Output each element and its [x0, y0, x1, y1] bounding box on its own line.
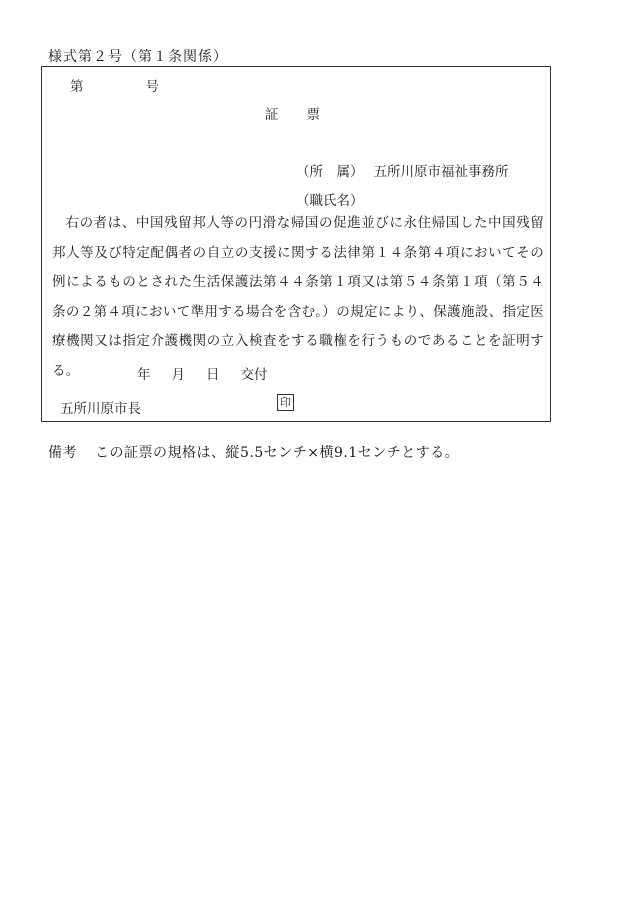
number-suffix: 号	[145, 79, 159, 95]
certificate-number-line	[70, 75, 159, 95]
date-month: 月	[171, 367, 185, 383]
date-year: 年	[137, 367, 151, 383]
number-prefix: 第	[70, 79, 84, 95]
affiliation-line	[296, 160, 509, 180]
certificate-body-text: 右の者は、中国残留邦人等の円滑な帰国の促進並びに永住帰国した中国残留邦人等及び特定配偶者の自立の支援に関する法律第１４条第４項においてその例によるものとされた生活保護法第４４条第１項又は第５４条第１項（第５４条の２第４項において準用する場合を含む。）の規定により、保護施設、指定医療機関又は指定介護機関の立入検査をする職権を行うものであることを証明する。	[52, 215, 544, 379]
certificate-title	[265, 103, 320, 123]
date-day: 日	[206, 367, 220, 383]
title-part-1: 証	[265, 107, 279, 123]
form-heading: 様式第２号（第１条関係）	[48, 49, 228, 65]
date-issued: 交付	[240, 367, 268, 383]
title-part-2: 票	[306, 107, 320, 123]
position-label: （職氏名）	[296, 193, 364, 209]
position-line	[296, 189, 364, 209]
remark-line	[48, 442, 459, 462]
remark-text: この証票の規格は、縦5.5センチ×横9.1センチとする。	[95, 445, 460, 461]
certificate-box	[41, 66, 551, 422]
remark-label: 備考	[48, 445, 77, 461]
issue-date-line	[137, 363, 268, 383]
affiliation-label: （所 属）	[296, 164, 364, 180]
seal-stamp: 印	[277, 394, 294, 411]
affiliation-value: 五所川原市福祉事務所	[373, 164, 509, 180]
issuer-line: 五所川原市長	[60, 401, 141, 417]
